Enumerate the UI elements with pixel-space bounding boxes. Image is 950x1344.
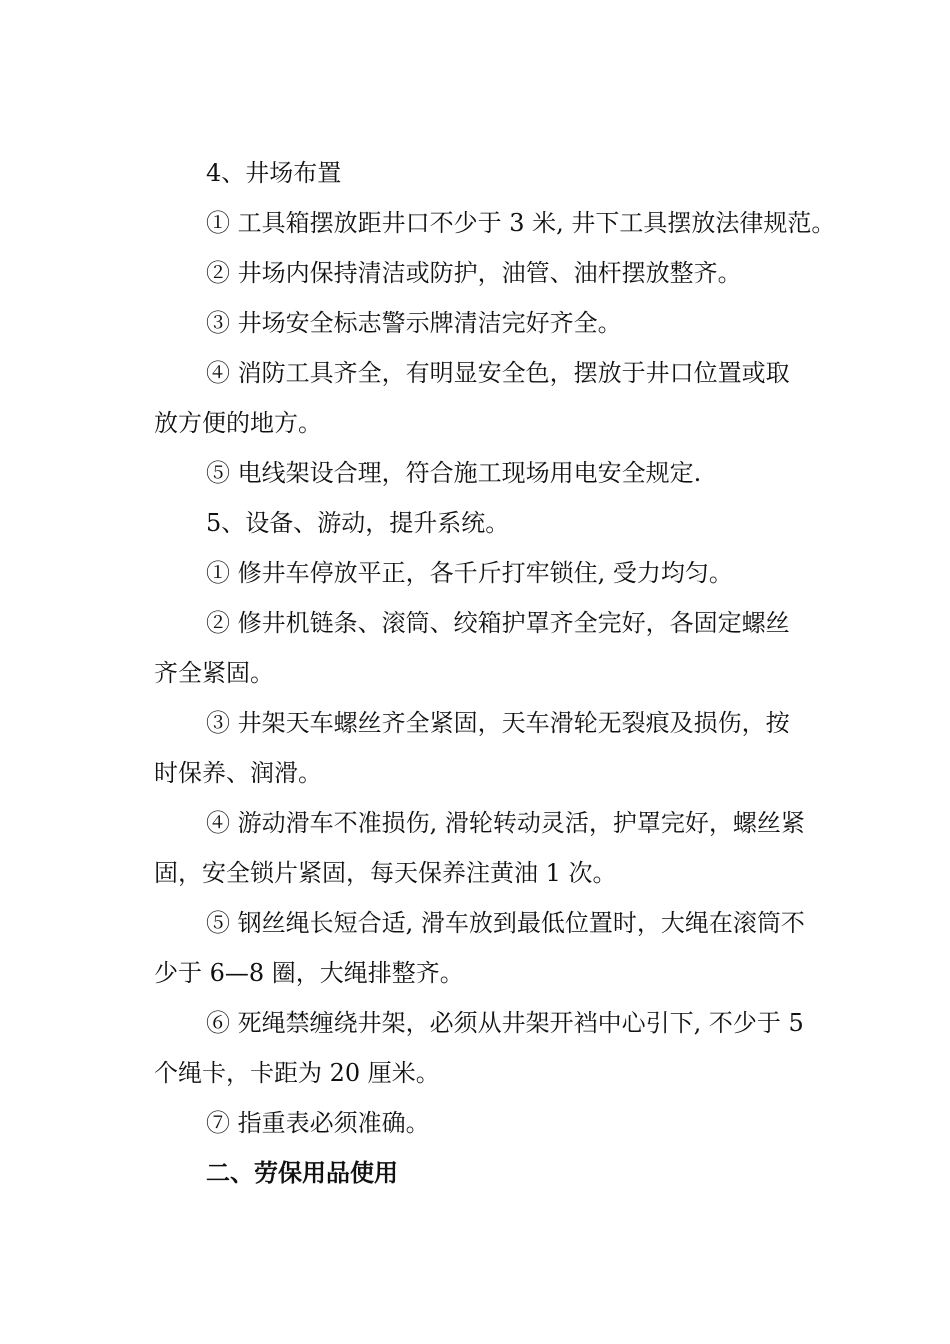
paragraph-traveling-block-continued: 固，安全锁片紧固，每天保养注黄油 1 次。: [154, 859, 617, 887]
paragraph-site-cleanliness: ② 井场内保持清洁或防护，油管、油杆摆放整齐。: [206, 259, 742, 287]
paragraph-wire-rope: ⑤ 钢丝绳长短合适, 滑车放到最低位置时，大绳在滚筒不: [206, 909, 805, 937]
paragraph-dead-line-continued: 个绳卡，卡距为 20 厘米。: [154, 1059, 440, 1087]
paragraph-fire-tools-continued: 放方便的地方。: [154, 409, 322, 437]
section-heading-equipment: 5、设备、游动，提升系统。: [206, 509, 510, 537]
paragraph-chain-drum: ② 修井机链条、滚筒、绞箱护罩齐全完好，各固定螺丝: [206, 609, 790, 637]
paragraph-safety-signs: ③ 井场安全标志警示牌清洁完好齐全。: [206, 309, 622, 337]
paragraph-chain-drum-continued: 齐全紧固。: [154, 659, 274, 687]
paragraph-toolbox-placement: ① 工具箱摆放距井口不少于 3 米, 井下工具摆放法律规范。: [206, 209, 836, 237]
paragraph-crown-block-continued: 时保养、润滑。: [154, 759, 322, 787]
paragraph-wire-rope-continued: 少于 6—8 圈，大绳排整齐。: [154, 959, 464, 987]
paragraph-dead-line: ⑥ 死绳禁缠绕井架，必须从井架开裆中心引下, 不少于 5: [206, 1009, 804, 1037]
paragraph-weight-indicator: ⑦ 指重表必须准确。: [206, 1109, 430, 1137]
section-heading-ppe: 二、劳保用品使用: [206, 1159, 398, 1187]
paragraph-wiring: ⑤ 电线架设合理，符合施工现场用电安全规定.: [206, 459, 702, 487]
paragraph-traveling-block: ④ 游动滑车不准损伤, 滑轮转动灵活，护罩完好，螺丝紧: [206, 809, 805, 837]
paragraph-rig-parking: ① 修井车停放平正，各千斤打牢锁住, 受力均匀。: [206, 559, 733, 587]
paragraph-fire-tools: ④ 消防工具齐全，有明显安全色，摆放于井口位置或取: [206, 359, 790, 387]
paragraph-crown-block: ③ 井架天车螺丝齐全紧固，天车滑轮无裂痕及损伤，按: [206, 709, 790, 737]
section-heading-well-site-layout: 4、井场布置: [206, 159, 342, 187]
